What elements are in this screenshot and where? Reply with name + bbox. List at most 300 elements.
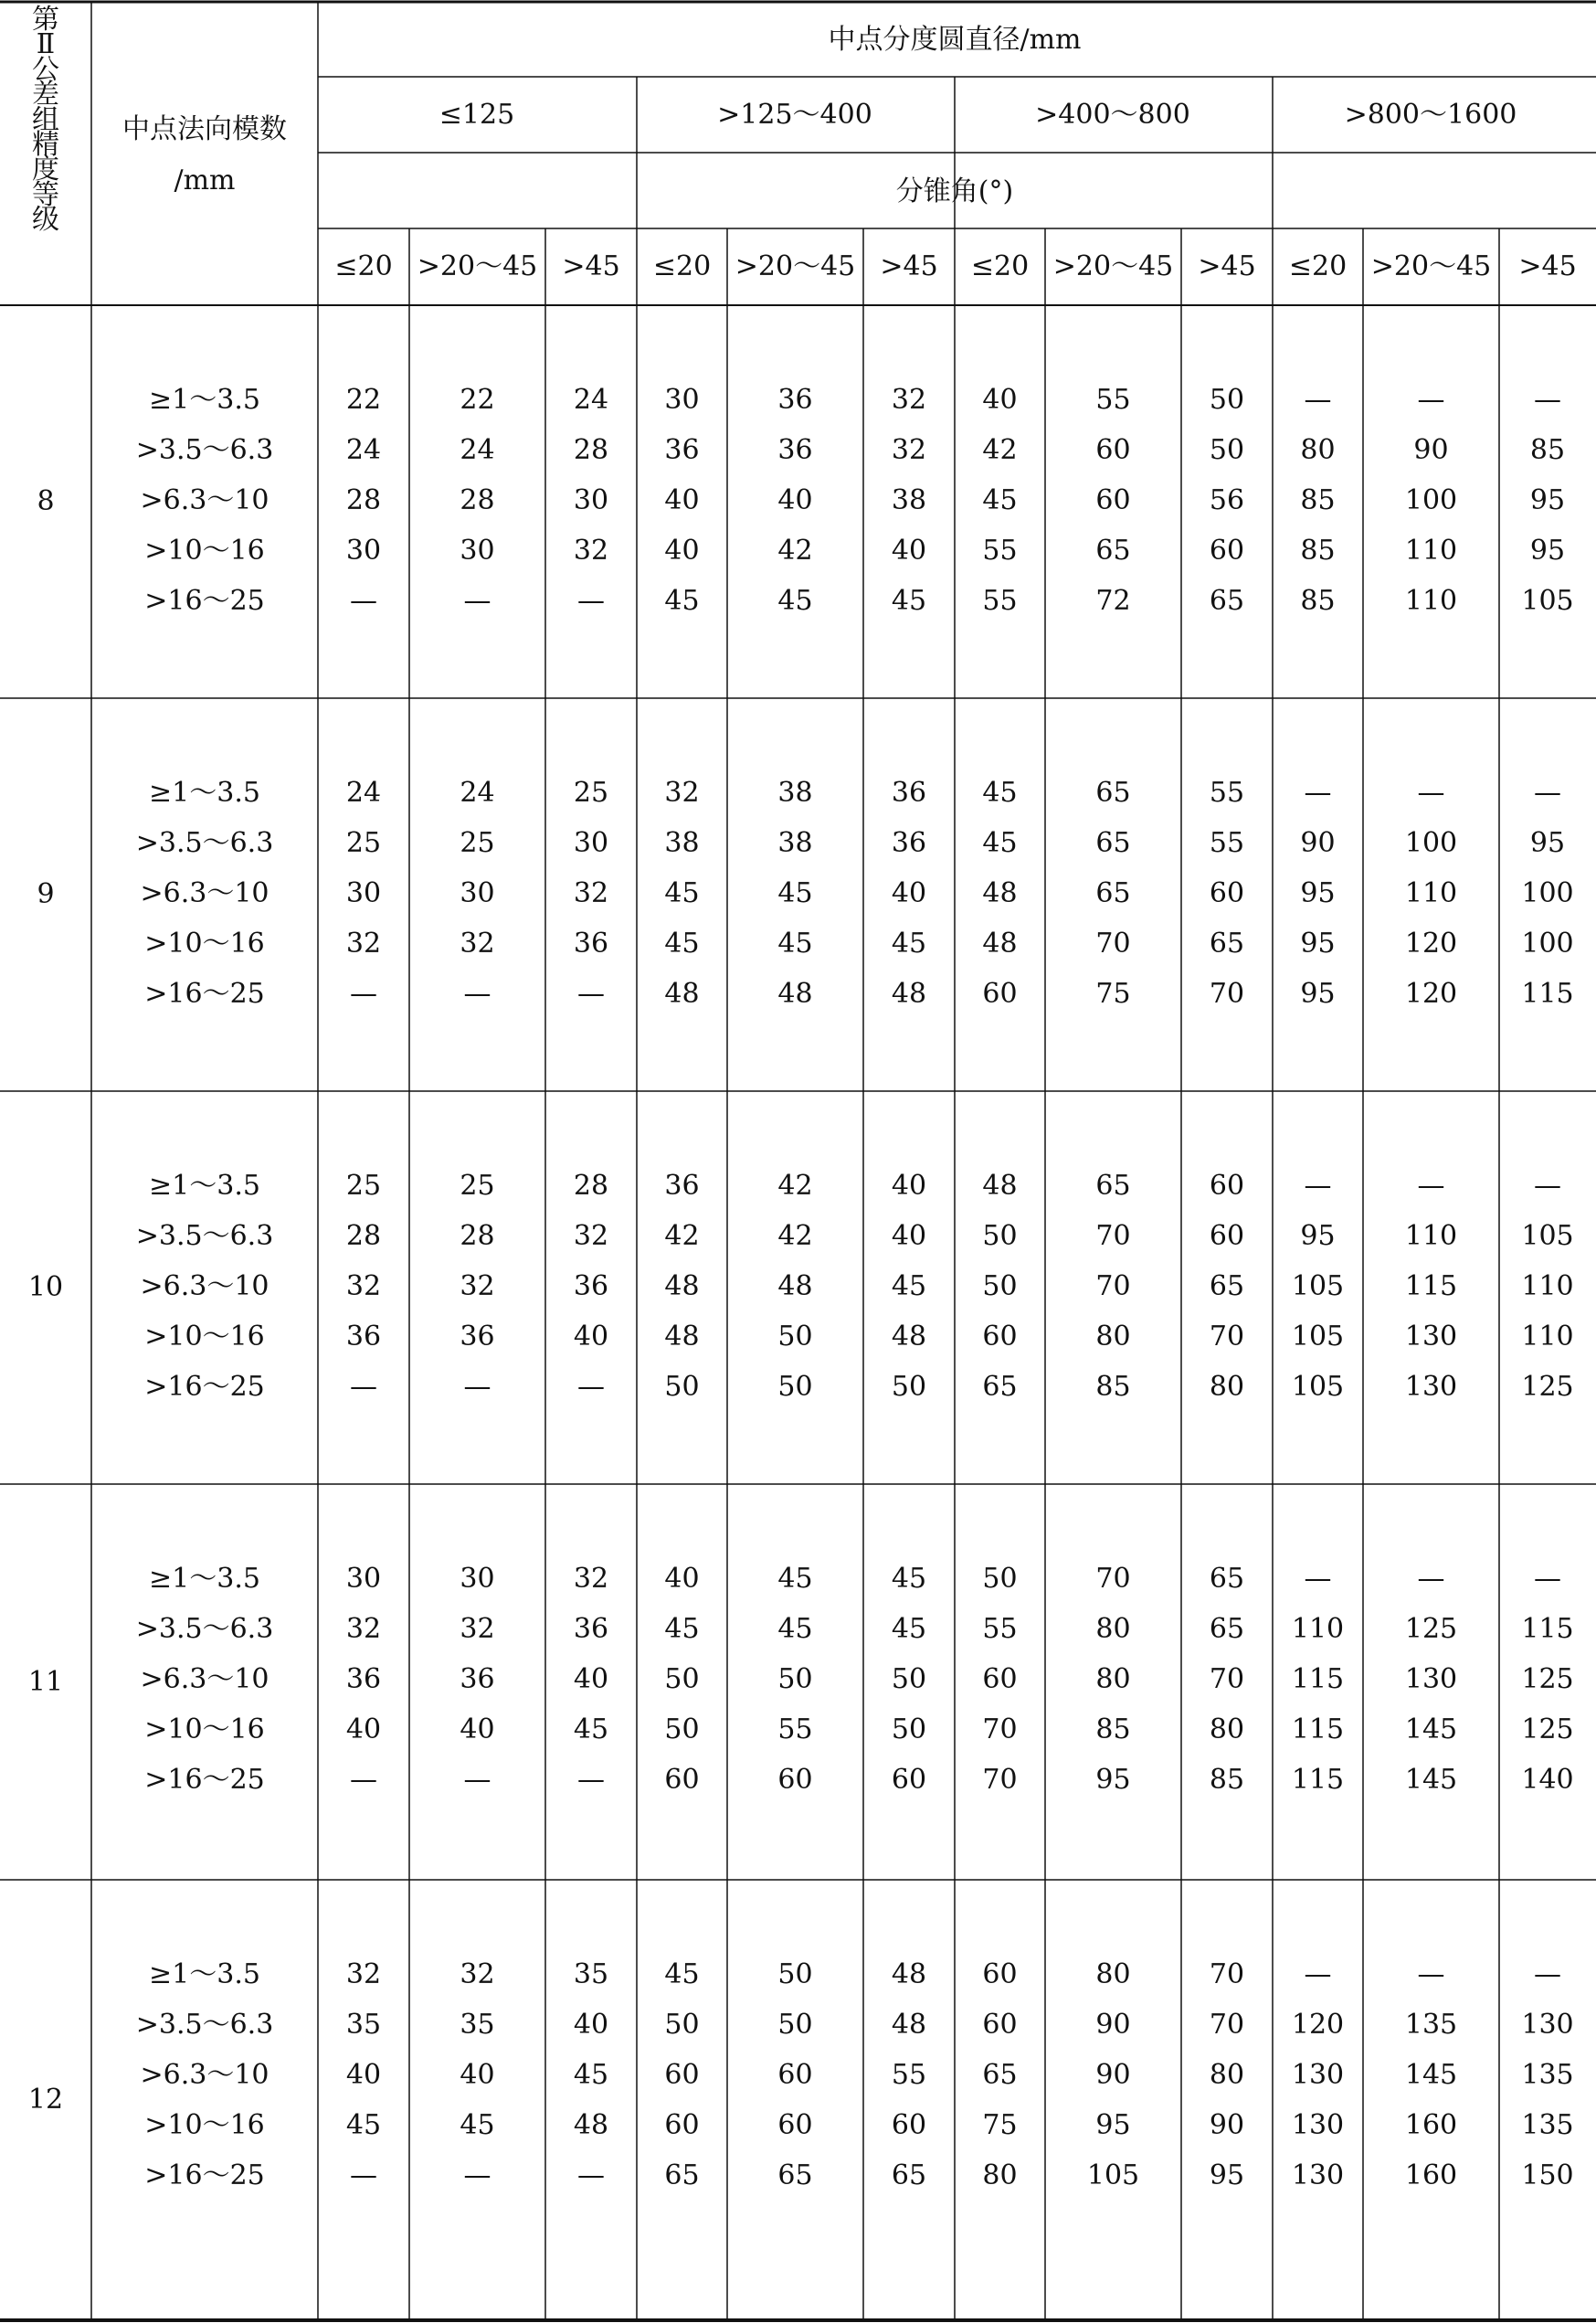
- tolerance-value: 130: [1404, 1321, 1458, 1352]
- tolerance-value: 110: [1521, 1270, 1574, 1302]
- tolerance-value: 48: [664, 978, 700, 1010]
- tolerance-value: 125: [1521, 1663, 1574, 1695]
- tolerance-value: —: [463, 1371, 491, 1403]
- tolerance-value: 48: [573, 2109, 609, 2141]
- tolerance-value: 60: [1095, 484, 1131, 516]
- tolerance-value: 95: [1095, 2109, 1131, 2141]
- diameter-range: >800～1600: [1344, 99, 1517, 131]
- tolerance-value: —: [463, 585, 491, 617]
- tolerance-value: 36: [891, 777, 927, 809]
- tolerance-value: 115: [1404, 1270, 1458, 1302]
- tolerance-value: —: [577, 1371, 605, 1403]
- tolerance-value: —: [1304, 1958, 1332, 1990]
- grade-header-char: 精: [32, 129, 59, 162]
- tolerance-value: 30: [460, 1563, 495, 1595]
- tolerance-value: 105: [1521, 585, 1574, 617]
- tolerance-value: 55: [982, 1613, 1018, 1645]
- tolerance-value: 70: [982, 1713, 1018, 1745]
- precision-grade: 9: [37, 878, 55, 910]
- cone-angle-label: ≤20: [334, 250, 393, 282]
- tolerance-value: 95: [1300, 978, 1336, 1010]
- tolerance-value: 36: [345, 1663, 382, 1695]
- tolerance-value: 25: [345, 1170, 382, 1202]
- tolerance-value: 90: [1095, 2059, 1131, 2091]
- diameter-range: >125～400: [717, 99, 872, 131]
- precision-grade: 10: [27, 1271, 64, 1303]
- tolerance-value: 90: [1209, 2109, 1245, 2141]
- tolerance-value: 40: [345, 2059, 382, 2091]
- tolerance-value: —: [1304, 1170, 1332, 1202]
- tolerance-value: 60: [891, 1764, 927, 1796]
- tolerance-value: 50: [777, 2009, 813, 2041]
- tolerance-value: —: [1304, 384, 1332, 416]
- tolerance-value: 110: [1404, 585, 1458, 617]
- tolerance-value: 50: [777, 1371, 813, 1403]
- tolerance-value: —: [577, 585, 605, 617]
- tolerance-value: 38: [891, 484, 927, 516]
- tolerance-value: 40: [573, 2009, 609, 2041]
- tolerance-value: 45: [982, 827, 1018, 859]
- tolerance-value: 95: [1529, 827, 1566, 859]
- tolerance-value: 36: [664, 1170, 700, 1202]
- tolerance-value: 115: [1291, 1663, 1345, 1695]
- tolerance-value: 65: [1095, 877, 1131, 909]
- tolerance-value: 45: [573, 1713, 609, 1745]
- tolerance-value: 75: [982, 2109, 1018, 2141]
- tolerance-value: 50: [891, 1371, 927, 1403]
- tolerance-value: —: [1534, 1563, 1561, 1595]
- tolerance-value: 95: [1300, 928, 1336, 960]
- tolerance-value: 100: [1404, 484, 1458, 516]
- tolerance-value: 65: [1209, 928, 1245, 960]
- module-range: >10～16: [144, 1321, 265, 1352]
- grade-header-char: 级: [32, 204, 59, 237]
- tolerance-value: —: [1534, 1170, 1561, 1202]
- tolerance-value: 70: [1095, 1563, 1131, 1595]
- tolerance-value: 50: [982, 1220, 1018, 1252]
- tolerance-value: —: [1417, 777, 1445, 809]
- tolerance-value: 36: [891, 827, 927, 859]
- tolerance-value: 32: [345, 1270, 382, 1302]
- tolerance-value: 36: [777, 384, 813, 416]
- precision-grade: 8: [37, 485, 55, 517]
- tolerance-value: 40: [573, 1663, 609, 1695]
- tolerance-value: 130: [1291, 2159, 1345, 2191]
- tolerance-value: 60: [982, 1663, 1018, 1695]
- tolerance-value: 45: [891, 585, 927, 617]
- tolerance-value: 32: [460, 1613, 495, 1645]
- tolerance-value: 36: [460, 1663, 495, 1695]
- tolerance-value: 80: [1209, 1371, 1245, 1403]
- tolerance-value: 145: [1404, 2059, 1458, 2091]
- precision-grade: 12: [27, 2083, 64, 2116]
- tolerance-value: 32: [460, 928, 495, 960]
- tolerance-value: 60: [982, 1958, 1018, 1990]
- tolerance-value: 130: [1291, 2109, 1345, 2141]
- tolerance-value: 28: [573, 434, 609, 466]
- tolerance-value: 65: [982, 1371, 1018, 1403]
- tolerance-value: 48: [982, 877, 1018, 909]
- tolerance-value: 70: [1209, 1958, 1245, 1990]
- tolerance-value: 28: [460, 484, 495, 516]
- tolerance-value: 105: [1291, 1270, 1345, 1302]
- tolerance-value: 40: [891, 877, 927, 909]
- tolerance-value: 45: [664, 1958, 700, 1990]
- diameter-range: >400～800: [1035, 99, 1190, 131]
- tolerance-value: 50: [1209, 434, 1245, 466]
- cone-angle-label: >45: [1518, 250, 1577, 282]
- grade-header-char: 差: [32, 79, 59, 111]
- tolerance-value: 140: [1521, 1764, 1574, 1796]
- tolerance-value: 160: [1404, 2109, 1458, 2141]
- tolerance-value: —: [1304, 1563, 1332, 1595]
- tolerance-value: 55: [891, 2059, 927, 2091]
- tolerance-value: 50: [777, 1663, 813, 1695]
- tolerance-value: 36: [573, 1613, 609, 1645]
- tolerance-value: 110: [1404, 1220, 1458, 1252]
- tolerance-value: 135: [1521, 2059, 1574, 2091]
- tolerance-value: 105: [1086, 2159, 1140, 2191]
- tolerance-value: 25: [573, 777, 609, 809]
- tolerance-value: 65: [1095, 535, 1131, 567]
- tolerance-value: 40: [664, 535, 700, 567]
- tolerance-value: 38: [664, 827, 700, 859]
- tolerance-value: 36: [460, 1321, 495, 1352]
- tolerance-value: 60: [664, 2059, 700, 2091]
- tolerance-value: 55: [982, 535, 1018, 567]
- module-range: >3.5～6.3: [135, 434, 274, 466]
- tolerance-value: 60: [1209, 1220, 1245, 1252]
- tolerance-value: 145: [1404, 1713, 1458, 1745]
- tolerance-value: 110: [1404, 535, 1458, 567]
- tolerance-value: 70: [1209, 978, 1245, 1010]
- grade-header-char: 组: [32, 103, 59, 136]
- grade-header-char: 第: [32, 4, 59, 36]
- tolerance-value: 50: [777, 1321, 813, 1352]
- tolerance-value: 60: [982, 1321, 1018, 1352]
- tolerance-value: 50: [664, 1371, 700, 1403]
- grade-header-char: 等: [32, 178, 59, 211]
- module-range: >6.3～10: [140, 2059, 270, 2091]
- tolerance-value: 48: [982, 928, 1018, 960]
- tolerance-value: 45: [573, 2059, 609, 2091]
- tolerance-value: 55: [777, 1713, 813, 1745]
- tolerance-value: —: [1534, 384, 1561, 416]
- tolerance-value: 50: [777, 1958, 813, 1990]
- tolerance-value: 80: [1095, 1663, 1131, 1695]
- tolerance-value: 115: [1291, 1764, 1345, 1796]
- tolerance-value: 32: [664, 777, 700, 809]
- precision-grade: 11: [27, 1665, 64, 1698]
- tolerance-value: 125: [1521, 1713, 1574, 1745]
- tolerance-value: 45: [664, 1613, 700, 1645]
- tolerance-value: 60: [777, 2059, 813, 2091]
- tolerance-value: 40: [891, 1170, 927, 1202]
- tolerance-value: 85: [1209, 1764, 1245, 1796]
- tolerance-value: 30: [345, 877, 382, 909]
- cone-angle-label: >20～45: [735, 250, 856, 282]
- tolerance-value: 60: [1209, 535, 1245, 567]
- tolerance-value: 42: [777, 1220, 813, 1252]
- module-column-header: 中点法向模数: [122, 113, 287, 145]
- tolerance-value: 45: [777, 1613, 813, 1645]
- tolerance-value: 56: [1209, 484, 1245, 516]
- module-range: >3.5～6.3: [135, 2009, 274, 2041]
- tolerance-value: 40: [664, 484, 700, 516]
- tolerance-value: 65: [1209, 1613, 1245, 1645]
- module-range: >16～25: [144, 2159, 265, 2191]
- tolerance-value: 42: [664, 1220, 700, 1252]
- tolerance-value: 36: [777, 434, 813, 466]
- tolerance-value: 45: [460, 2109, 495, 2141]
- tolerance-value: 28: [460, 1220, 495, 1252]
- tolerance-value: 95: [1529, 535, 1566, 567]
- tolerance-value: 35: [345, 2009, 382, 2041]
- tolerance-value: 60: [664, 1764, 700, 1796]
- tolerance-value: 70: [1209, 1663, 1245, 1695]
- tolerance-value: 36: [664, 434, 700, 466]
- tolerance-value: 135: [1404, 2009, 1458, 2041]
- tolerance-value: 65: [1209, 585, 1245, 617]
- tolerance-value: —: [350, 1371, 377, 1403]
- module-range: >16～25: [144, 585, 265, 617]
- tolerance-value: 28: [345, 1220, 382, 1252]
- tolerance-value: 90: [1413, 434, 1449, 466]
- tolerance-value: 160: [1404, 2159, 1458, 2191]
- tolerance-value: 48: [664, 1321, 700, 1352]
- tolerance-value: 70: [1095, 1220, 1131, 1252]
- tolerance-value: 40: [573, 1321, 609, 1352]
- tolerance-value: 45: [664, 585, 700, 617]
- tolerance-value: 30: [345, 1563, 382, 1595]
- tolerance-value: 45: [891, 1613, 927, 1645]
- tolerance-value: 30: [460, 535, 495, 567]
- tolerance-value: 110: [1291, 1613, 1345, 1645]
- tolerance-value: 110: [1404, 877, 1458, 909]
- cone-angle-label: ≤20: [970, 250, 1030, 282]
- grade-header-char: 公: [32, 53, 59, 86]
- tolerance-value: —: [577, 2159, 605, 2191]
- tolerance-value: 65: [1095, 1170, 1131, 1202]
- tolerance-value: 110: [1521, 1321, 1574, 1352]
- tolerance-value: 65: [1209, 1563, 1245, 1595]
- tolerance-value: 45: [891, 928, 927, 960]
- tolerance-value: 45: [664, 928, 700, 960]
- tolerance-value: 70: [1095, 1270, 1131, 1302]
- tolerance-value: 45: [982, 777, 1018, 809]
- tolerance-value: 70: [1209, 1321, 1245, 1352]
- diameter-header: 中点分度圆直径/mm: [828, 24, 1082, 56]
- tolerance-value: 115: [1521, 978, 1574, 1010]
- diameter-range: ≤125: [439, 99, 515, 131]
- module-range: >10～16: [144, 2109, 265, 2141]
- tolerance-value: 30: [460, 877, 495, 909]
- tolerance-value: 150: [1521, 2159, 1574, 2191]
- tolerance-value: —: [350, 978, 377, 1010]
- tolerance-value: 80: [1300, 434, 1336, 466]
- tolerance-value: 70: [1095, 928, 1131, 960]
- tolerance-value: 100: [1521, 928, 1574, 960]
- tolerance-value: 50: [664, 1713, 700, 1745]
- tolerance-value: 60: [1209, 1170, 1245, 1202]
- cone-angle-label: >20～45: [1370, 250, 1492, 282]
- tolerance-value: 95: [1529, 484, 1566, 516]
- module-range: ≥1～3.5: [149, 1563, 260, 1595]
- cone-angle-label: >45: [880, 250, 938, 282]
- module-range: >6.3～10: [140, 1663, 270, 1695]
- cone-angle-label: ≤20: [652, 250, 712, 282]
- tolerance-value: —: [1417, 1170, 1445, 1202]
- tolerance-value: 38: [777, 827, 813, 859]
- tolerance-value: 60: [1095, 434, 1131, 466]
- tolerance-value: 45: [777, 585, 813, 617]
- tolerance-value: 80: [1209, 2059, 1245, 2091]
- module-range: >10～16: [144, 535, 265, 567]
- tolerance-value: 42: [777, 1170, 813, 1202]
- tolerance-value: 70: [1209, 2009, 1245, 2041]
- tolerance-value: 50: [664, 2009, 700, 2041]
- grade-column-header: [27, 4, 64, 237]
- tolerance-value: 120: [1404, 928, 1458, 960]
- tolerance-value: 22: [345, 384, 382, 416]
- tolerance-value: 28: [573, 1170, 609, 1202]
- tolerance-value: 38: [777, 777, 813, 809]
- tolerance-value: 24: [345, 777, 382, 809]
- tolerance-value: 30: [664, 384, 700, 416]
- tolerance-value: 60: [982, 2009, 1018, 2041]
- tolerance-value: 40: [982, 384, 1018, 416]
- tolerance-value: 25: [460, 1170, 495, 1202]
- tolerance-value: 40: [891, 535, 927, 567]
- tolerance-value: 40: [664, 1563, 700, 1595]
- tolerance-value: 48: [664, 1270, 700, 1302]
- tolerance-value: 60: [777, 1764, 813, 1796]
- tolerance-value: 50: [891, 1713, 927, 1745]
- module-range: >16～25: [144, 1371, 265, 1403]
- tolerance-value: 48: [982, 1170, 1018, 1202]
- tolerance-value: 135: [1521, 2109, 1574, 2141]
- tolerance-value: 24: [460, 434, 495, 466]
- tolerance-value: 45: [777, 928, 813, 960]
- tolerance-value: 115: [1291, 1713, 1345, 1745]
- tolerance-value: 60: [777, 2109, 813, 2141]
- module-range: >10～16: [144, 1713, 265, 1745]
- tolerance-value: 55: [982, 585, 1018, 617]
- tolerance-value: 24: [460, 777, 495, 809]
- tolerance-value: 65: [982, 2059, 1018, 2091]
- tolerance-value: 30: [573, 827, 609, 859]
- tolerance-value: 45: [891, 1270, 927, 1302]
- tolerance-value: 55: [1095, 384, 1131, 416]
- tolerance-value: 32: [345, 928, 382, 960]
- tolerance-value: 35: [460, 2009, 495, 2041]
- tolerance-value: 36: [573, 1270, 609, 1302]
- tolerance-value: —: [350, 2159, 377, 2191]
- tolerance-value: 50: [982, 1270, 1018, 1302]
- module-range: >6.3～10: [140, 877, 270, 909]
- tolerance-value: 130: [1404, 1663, 1458, 1695]
- tolerance-value: 95: [1095, 1764, 1131, 1796]
- module-range: >3.5～6.3: [135, 1613, 274, 1645]
- grade-header-char: 度: [32, 154, 59, 186]
- cone-angle-header: 分锥角(°): [895, 175, 1014, 207]
- tolerance-value: 40: [891, 1220, 927, 1252]
- cone-angle-label: >20～45: [417, 250, 538, 282]
- tolerance-value: 32: [345, 1958, 382, 1990]
- tolerance-value: 35: [573, 1958, 609, 1990]
- tolerance-value: 65: [1095, 827, 1131, 859]
- tolerance-value: 45: [664, 877, 700, 909]
- tolerance-value: 65: [891, 2159, 927, 2191]
- tolerance-value: 50: [1209, 384, 1245, 416]
- grade-header-char: Ⅱ: [36, 28, 56, 61]
- tolerance-value: 95: [1209, 2159, 1245, 2191]
- tolerance-value: 65: [777, 2159, 813, 2191]
- tolerance-value: 45: [345, 2109, 382, 2141]
- tolerance-value: 32: [891, 384, 927, 416]
- tolerance-value: 60: [982, 978, 1018, 1010]
- tolerance-value: 32: [460, 1958, 495, 1990]
- tolerance-value: 50: [982, 1563, 1018, 1595]
- tolerance-value: 85: [1095, 1371, 1131, 1403]
- tolerance-value: 85: [1529, 434, 1566, 466]
- cone-angle-label: ≤20: [1288, 250, 1348, 282]
- tolerance-value: 48: [891, 1958, 927, 1990]
- tolerance-value: 60: [891, 2109, 927, 2141]
- module-range: >6.3～10: [140, 484, 270, 516]
- tolerance-value: 105: [1291, 1371, 1345, 1403]
- tolerance-value: 32: [573, 1220, 609, 1252]
- tolerance-value: 70: [982, 1764, 1018, 1796]
- tolerance-value: —: [350, 1764, 377, 1796]
- tolerance-value: 48: [891, 978, 927, 1010]
- tolerance-value: 28: [345, 484, 382, 516]
- tolerance-value: 48: [777, 978, 813, 1010]
- tolerance-value: 30: [573, 484, 609, 516]
- tolerance-value: 100: [1404, 827, 1458, 859]
- tolerance-value: 125: [1521, 1371, 1574, 1403]
- tolerance-value: 125: [1404, 1613, 1458, 1645]
- tolerance-value: 36: [345, 1321, 382, 1352]
- tolerance-value: 80: [1209, 1713, 1245, 1745]
- tolerance-value: —: [463, 2159, 491, 2191]
- tolerance-value: 130: [1521, 2009, 1574, 2041]
- tolerance-value: —: [350, 585, 377, 617]
- module-range: ≥1～3.5: [149, 384, 260, 416]
- tolerance-value: 120: [1404, 978, 1458, 1010]
- tolerance-value: 36: [573, 928, 609, 960]
- tolerance-value: 65: [1095, 777, 1131, 809]
- module-range: >16～25: [144, 978, 265, 1010]
- tolerance-value: 60: [1209, 877, 1245, 909]
- tolerance-value: —: [1417, 1563, 1445, 1595]
- tolerance-value: 80: [1095, 1958, 1131, 1990]
- module-range: ≥1～3.5: [149, 1958, 260, 1990]
- tolerance-value: 40: [777, 484, 813, 516]
- tolerance-value: 55: [1209, 777, 1245, 809]
- tolerance-value: 90: [1095, 2009, 1131, 2041]
- tolerance-value: 48: [891, 2009, 927, 2041]
- tolerance-value: 48: [777, 1270, 813, 1302]
- tolerance-value: 45: [982, 484, 1018, 516]
- tolerance-value: —: [1534, 1958, 1561, 1990]
- tolerance-value: 32: [891, 434, 927, 466]
- tolerance-value: 85: [1300, 535, 1336, 567]
- tolerance-value: 45: [777, 877, 813, 909]
- tolerance-value: —: [1304, 777, 1332, 809]
- module-range: ≥1～3.5: [149, 1170, 260, 1202]
- tolerance-value: 25: [345, 827, 382, 859]
